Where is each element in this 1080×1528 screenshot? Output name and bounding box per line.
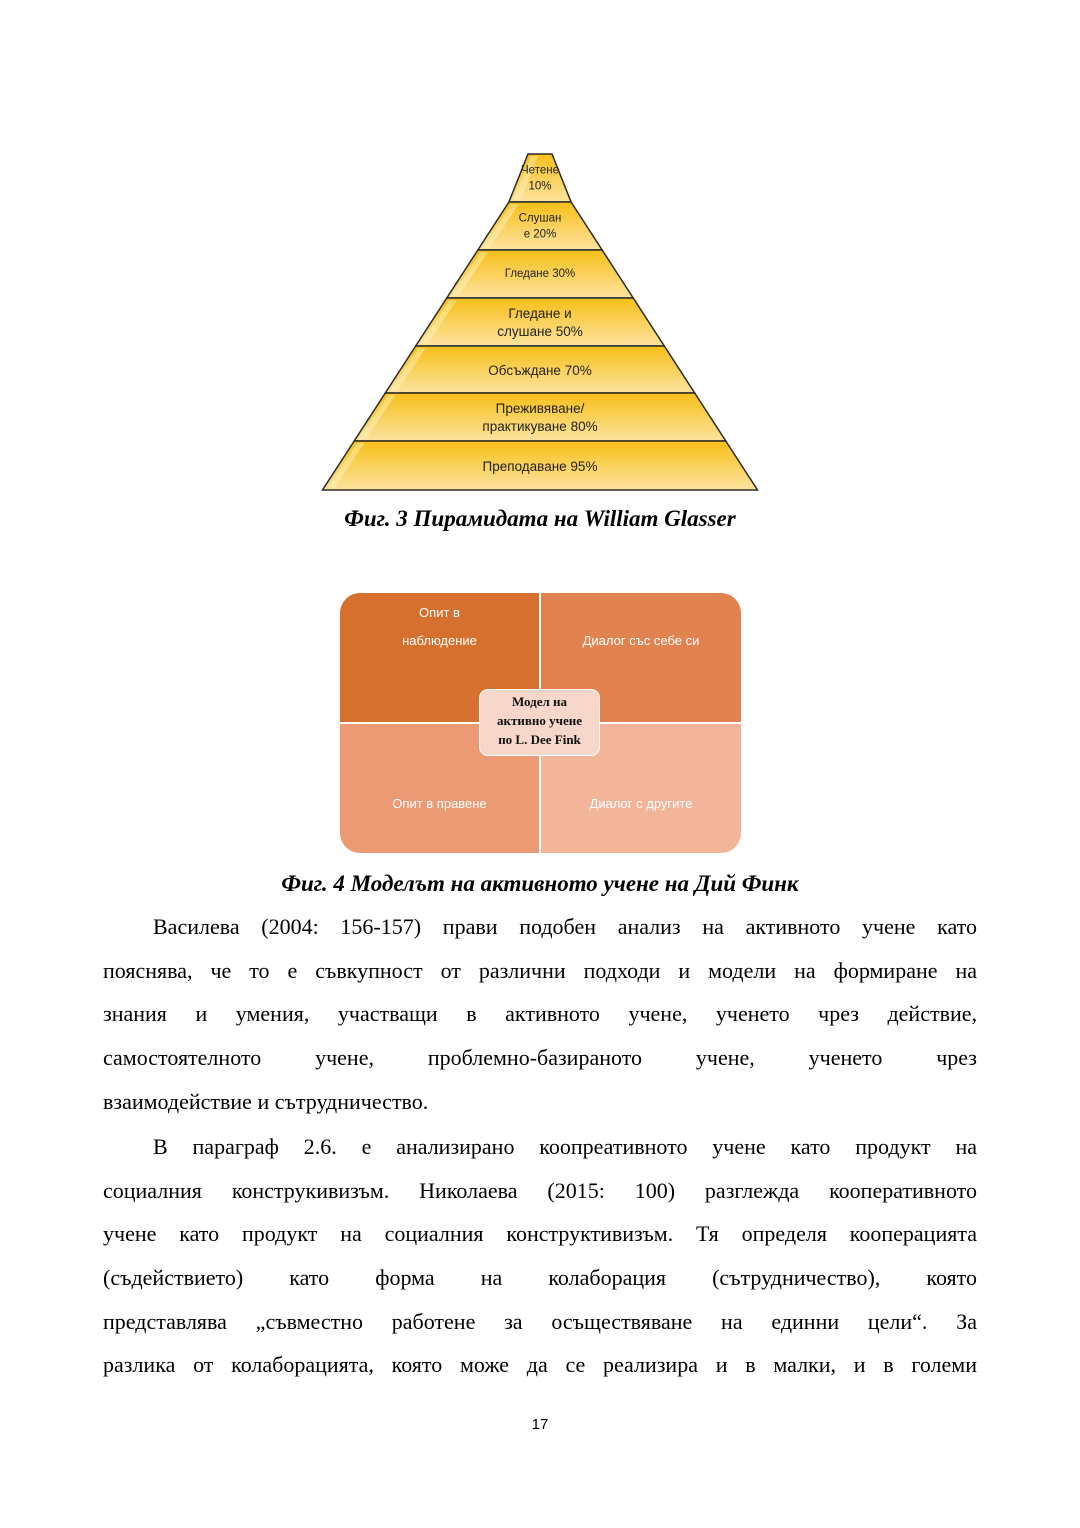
center-line2: активно учене [497,712,582,728]
paragraph-line: (съдействието) като форма на колаборация (сътрудничество), която [103,1265,977,1291]
center-line3: по L. Dee Fink [498,731,581,747]
pyramid-level-label: Четене 10% [521,164,559,192]
quadrant-observation-line1: Опит в [419,605,460,620]
paragraph-line: В параграф 2.6. е анализирано коопреативното учене като продукт на [153,1134,977,1159]
model-center-box [479,689,600,756]
pyramid-level-label: Слушан е 20% [518,212,562,240]
paragraph-2 [103,1125,977,1387]
paragraph-line: разлика от колаборацията, която може да се реализира и в малки, и в големи [103,1352,977,1378]
quadrant-self-dialog-label: Диалог със себе си [582,633,700,648]
pyramid-level-label: Обсъждане 70% [488,362,592,378]
quadrant-dialog-others-label: Диалог с другите [589,796,693,811]
page-number: 17 [531,1416,549,1433]
paragraph-line: самостоятелното учене, проблемно-базираното учене, ученето чрез [103,1045,977,1071]
pyramid-level-label: Гледане и слушане 50% [497,305,583,339]
figure-3-caption: Фиг. 3 Пирамидата на William Glasser [344,506,736,531]
pyramid-level-label: Гледане 30% [504,268,576,281]
pyramid-level-label: Преживяване/ практикуване 80% [482,400,598,434]
pyramid-level-label: Преподаване 95% [482,458,598,474]
paragraph-line: Василева (2004: 156-157) прави подобен анализ на активното учене като [153,914,977,939]
quadrant-observation-line2: наблюдение [402,633,477,648]
paragraph-line: учене като продукт на социалния конструктивизъм. Тя определя кооперацията [103,1221,977,1247]
paragraph-line: пояснява, че то е съвкупност от различни подходи и модели на формиране на [103,957,977,983]
quadrant-doing-label: Опит в правене [392,796,487,811]
paragraph-1 [103,905,977,1123]
paragraph-line: взаимодействие и сътрудничество. [103,1088,429,1114]
figure-4-caption: Фиг. 4 Моделът на активното учене на Дий Финк [281,871,799,896]
center-line1: Модел на [511,694,568,709]
paragraph-line: представлява „съвместно работене за осъществяване на единни цели“. За [103,1308,977,1334]
paragraph-line: социалния конструкивизъм. Николаева (2015: 100) разглежда кооперативното [103,1177,977,1203]
paragraph-line: знания и умения, участващи в активното учене, ученето чрез действие, [103,1001,977,1027]
